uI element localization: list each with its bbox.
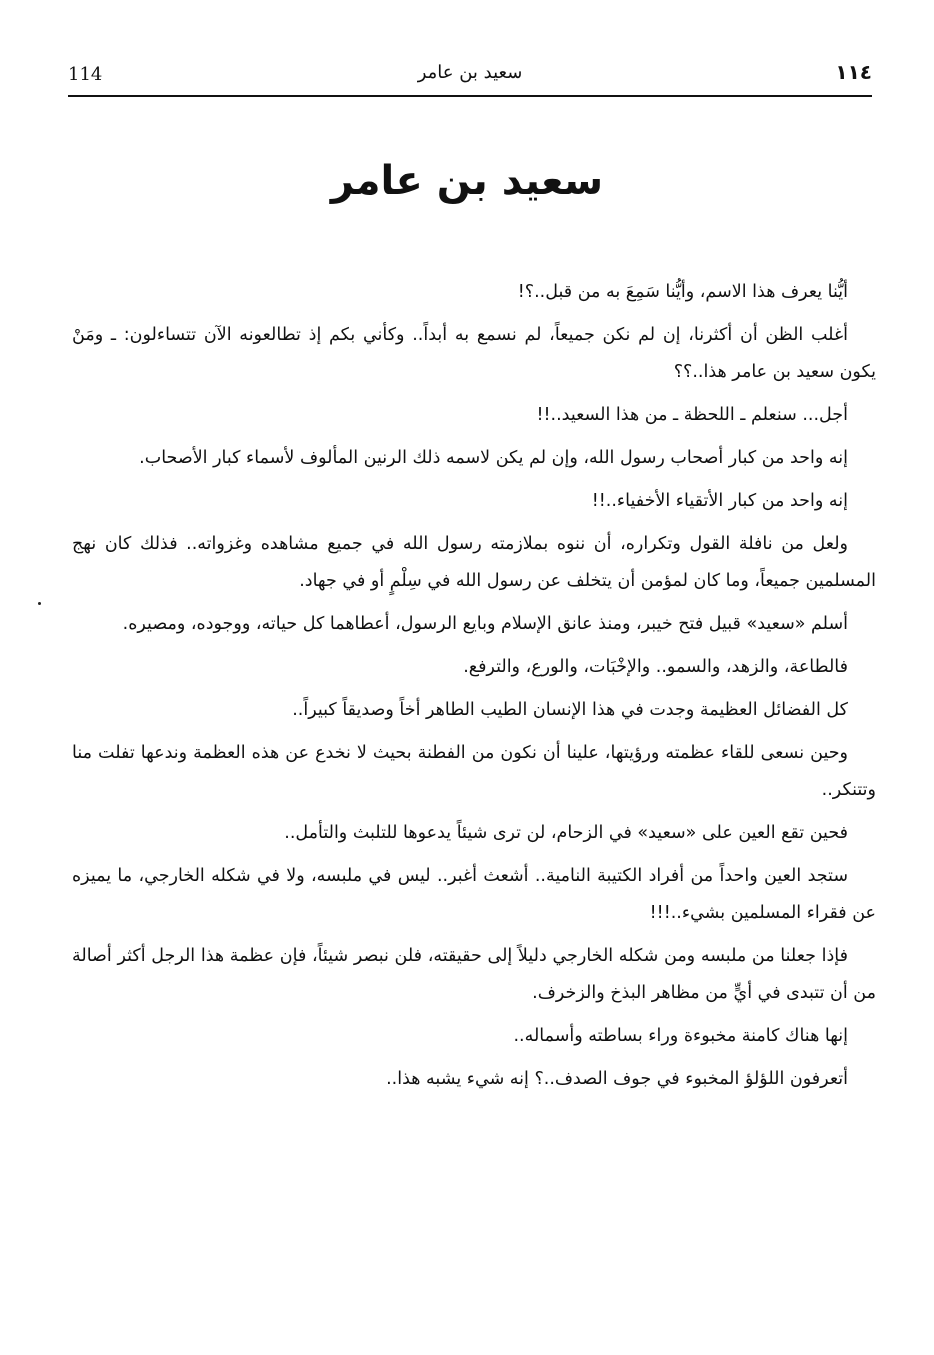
paragraph: فالطاعة، والزهد، والسمو.. والإخْبَات، والورع، والترفع. bbox=[463, 657, 848, 677]
body-text bbox=[72, 274, 876, 1335]
paragraph: وحين نسعى للقاء عظمته ورؤيتها، علينا أن نكون من الفطنة بحيث لا نخدع عن هذه العظمة وندعها تفلت منا وتتنكر.. bbox=[72, 743, 876, 800]
header-divider bbox=[68, 95, 872, 97]
paragraph: فحين تقع العين على «سعيد» في الزحام، لن ترى شيئاً يدعوها للتلبث والتأمل.. bbox=[284, 823, 848, 843]
paragraph: إنه واحد من كبار الأتقياء الأخفياء..!! bbox=[591, 491, 848, 511]
paragraph: فإذا جعلنا من ملبسه ومن شكله الخارجي دليلاً إلى حقيقته، فلن نبصر شيئاً، فإن عظمة هذا الرجل أكثر أصالة من أن تتبدى في أيٍّ من مظاهر البذخ والزخرف. bbox=[72, 946, 876, 1003]
paragraph: أيُّنا يعرف هذا الاسم، وأيُّنا سَمِعَ به من قبل..؟! bbox=[517, 282, 848, 302]
paragraph: أتعرفون اللؤلؤ المخبوء في جوف الصدف..؟ إنه شيء يشبه هذا.. bbox=[386, 1069, 848, 1089]
paragraph: ولعل من نافلة القول وتكراره، أن ننوه بملازمته رسول الله في جميع مشاهده وغزواته.. فذلك كان نهج المسلمين جميعاً، وما كان لمؤمن أن يتخلف عن رسول الله في سِلْمٍ أو في جهاد. bbox=[72, 534, 876, 591]
paragraph: أغلب الظن أن أكثرنا، إن لم نكن جميعاً، لم نسمع به أبداً.. وكأني بكم إذ تطالعونه الآن تتساءلون: ـ ومَنْ يكون سعيد بن عامر هذا..؟؟ bbox=[72, 325, 876, 382]
paragraph: أجل... سنعلم ـ اللحظة ـ من هذا السعيد..!! bbox=[536, 405, 848, 425]
running-title: سعيد بن عامر bbox=[417, 62, 523, 83]
page-header bbox=[68, 52, 872, 94]
paragraph: ستجد العين واحداً من أفراد الكتيبة النامية.. أشعث أغبر.. ليس في ملبسه، ولا في شكله الخارجي، ما يميزه عن فقراء المسلمين بشيء..!!! bbox=[72, 866, 876, 923]
paragraph: أسلم «سعيد» قبيل فتح خيبر، ومنذ عانق الإسلام وبايع الرسول، أعطاهما كل حياته، ووجوده، ومصيره. bbox=[122, 614, 848, 634]
margin-speck bbox=[38, 602, 41, 605]
chapter-title: سعيد بن عامر bbox=[330, 158, 604, 204]
page-number-latin: 114 bbox=[68, 64, 103, 85]
paragraph: كل الفضائل العظيمة وجدت في هذا الإنسان الطيب الطاهر أخاً وصديقاً كبيراً.. bbox=[292, 700, 848, 720]
page-number-arabic: ١١٤ bbox=[835, 60, 872, 84]
paragraph: إنها هناك كامنة مخبوءة وراء بساطته وأسماله.. bbox=[513, 1026, 848, 1046]
paragraph: إنه واحد من كبار أصحاب رسول الله، وإن لم يكن لاسمه ذلك الرنين المألوف لأسماء كبار الأصحاب. bbox=[139, 448, 848, 468]
